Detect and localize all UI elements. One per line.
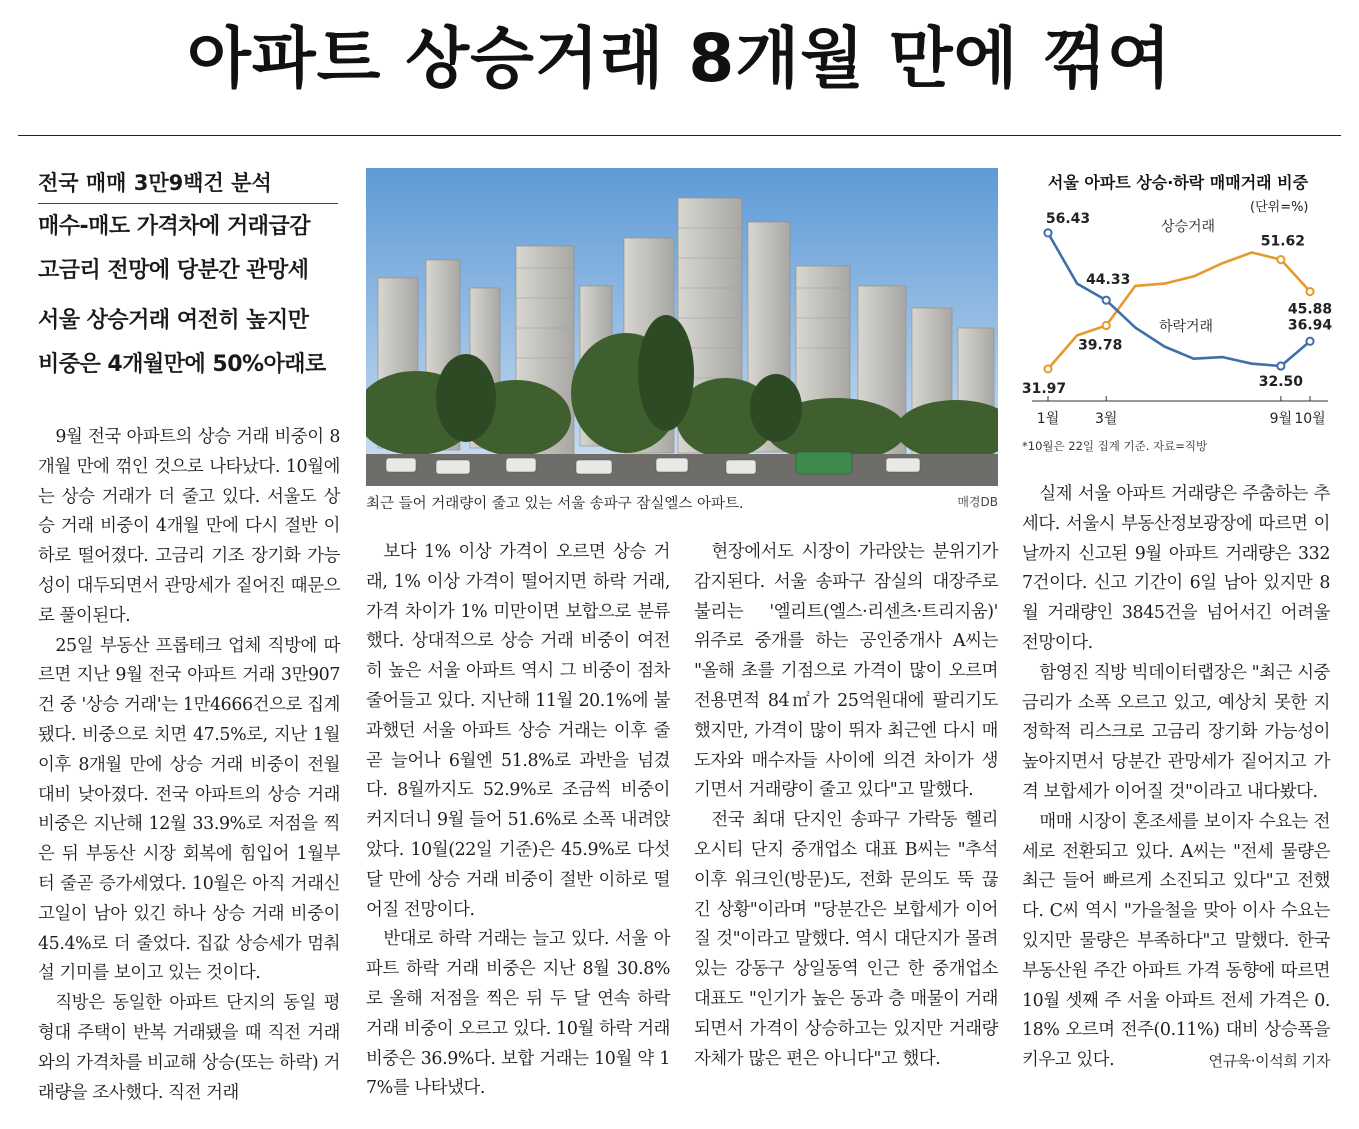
data-label: 32.50 bbox=[1258, 373, 1304, 390]
subhead-line: 서울 상승거래 여전히 높지만 bbox=[38, 308, 309, 333]
data-label: 39.78 bbox=[1078, 337, 1123, 354]
data-label: 51.62 bbox=[1260, 233, 1306, 250]
subhead-line: 매수-매도 가격차에 거래급감 bbox=[38, 214, 310, 239]
chart-unit: (단위=%) bbox=[1250, 200, 1309, 215]
headline: 아파트 상승거래 8개월 만에 꺾여 bbox=[187, 20, 1172, 97]
data-label: 45.88 bbox=[1287, 301, 1333, 318]
article-column-4 bbox=[1022, 480, 1330, 1077]
data-point bbox=[1277, 256, 1284, 263]
data-point bbox=[1103, 297, 1110, 304]
apartment-photo-image bbox=[366, 168, 998, 486]
subhead-group-3 bbox=[38, 299, 338, 387]
article-paragraph: 반대로 하락 거래는 늘고 있다. 서울 아파트 하락 거래 비중은 지난 8월 30.8%로 올해 저점을 찍은 뒤 두 달 연속 하락 거래 비중이 오르고 있다. 10월 하락 거래 비중은 36.9%다. 보합 거래는 10월 약 17%를 나타냈다. bbox=[366, 929, 670, 1099]
series-label-rise: 상승거래 bbox=[1160, 219, 1216, 235]
article-paragraph: 보다 1% 이상 가격이 오르면 상승 거래, 1% 이상 가격이 떨어지면 하락 거래, 가격 차이가 1% 미만이면 보합으로 분류했다. 상대적으로 상승 거래 비중이 여전히 높은 서울 아파트 역시 그 비중이 점차 줄어들고 있다. 지난해 11월 20.1%에 불과했던 서울 아파트 상승 거래는 이후 줄곧 늘어나 6월엔 51.8%로 과반을 넘겼다. 8월까지도 52.9%로 조금씩 비중이 커지더니 9월 들어 51.6%로 소폭 내려앉았다. 10월(22일 기준)은 45.9%로 다섯 달 만에 상승 거래 비중이 절반 이하로 떨어질 전망이다. bbox=[366, 542, 670, 920]
article-paragraph: 전국 최대 단지인 송파구 가락동 헬리오시티 단지 중개업소 대표 B씨는 "추석 이후 워크인(방문)도, 전화 문의도 뚝 끊긴 상황"이라며 "당분간은 보합세가 이어질 것"이라고 말했다. 역시 대단지가 몰려 있는 강동구 상일동역 인근 한 중개업소 대표도 "인기가 높은 동과 층 매물이 거래되면서 가격이 상승하고는 있지만 거래량 자체가 많은 편은 아니다"고 했다. bbox=[694, 810, 998, 1069]
article-paragraph: 9월 전국 아파트의 상승 거래 비중이 8개월 만에 꺾인 것으로 나타났다. 10월에는 상승 거래가 더 줄고 있다. 서울도 상승 거래 비중이 4개월 만에 다시 절반 이하로 떨어졌다. 고금리 기조 장기화 가능성이 대두되면서 관망세가 짙어진 때문으로 풀이된다. bbox=[38, 427, 340, 626]
photo-credit: 매경DB bbox=[957, 495, 998, 509]
data-label: 44.33 bbox=[1086, 272, 1131, 289]
data-point bbox=[1306, 338, 1313, 345]
data-label: 31.97 bbox=[1021, 380, 1067, 397]
article-column-3 bbox=[694, 538, 998, 1074]
photo-caption bbox=[366, 492, 998, 513]
subhead-divider bbox=[38, 203, 338, 204]
article-column-2 bbox=[366, 538, 670, 1104]
data-point bbox=[1044, 365, 1051, 372]
line-chart bbox=[1018, 205, 1338, 435]
data-label: 56.43 bbox=[1045, 210, 1091, 227]
series-label-fall: 하락거래 bbox=[1158, 319, 1214, 335]
subhead-group-2 bbox=[38, 205, 338, 293]
x-tick-label: 1월 bbox=[1036, 411, 1060, 427]
article-paragraph: 실제 서울 아파트 거래량은 주춤하는 추세다. 서울시 부동산정보광장에 따르면 이날까지 신고된 9월 아파트 거래량은 3327건이다. 신고 기간이 6일 남아 있지만 8월 거래량인 3845건을 넘어서긴 어려울 전망이다. bbox=[1022, 484, 1330, 653]
article-column-1 bbox=[38, 423, 340, 1108]
chart-title: 서울 아파트 상승·하락 매매거래 비중 bbox=[1047, 173, 1309, 192]
subhead-line: 비중은 4개월만에 50%아래로 bbox=[38, 352, 326, 377]
subhead-line: 고금리 전망에 당분간 관망세 bbox=[38, 258, 309, 283]
headline-rule bbox=[18, 135, 1341, 136]
data-point bbox=[1306, 288, 1313, 295]
data-point bbox=[1044, 229, 1051, 236]
article-paragraph: 매매 시장이 혼조세를 보이자 수요는 전세로 전환되고 있다. A씨는 "전세 물량은 최근 들어 빠르게 소진되고 있다"고 전했다. C씨 역시 "가을철을 맞아 이사 수요는 있지만 물량은 부족하다"고 말했다. 한국부동산원 주간 아파트 가격 동향에 따르면 10월 셋째 주 서울 아파트 전세 가격은 0.18% 오르며 전주(0.11%) 대비 상승폭을 키우고 있다. bbox=[1022, 811, 1330, 1071]
data-point bbox=[1103, 322, 1110, 329]
data-point bbox=[1277, 362, 1284, 369]
byline: 연규욱·이석희 기자 bbox=[1208, 1051, 1330, 1070]
article-paragraph: 함영진 직방 빅데이터랩장은 "최근 시중금리가 소폭 오르고 있고, 예상치 못한 지정학적 리스크로 고금리 장기화 가능성이 높아지면서 당분간 관망세가 짙어지고 가격 보합세가 이어질 것"이라고 내다봤다. bbox=[1022, 662, 1330, 802]
article-paragraph: 현장에서도 시장이 가라앉는 분위기가 감지된다. 서울 송파구 잠실의 대장주로 불리는 '엘리트(엘스·리센츠·트리지움)' 위주로 중개를 하는 공인중개사 A씨는 "올해 초를 기점으로 가격이 많이 오르며 전용면적 84㎡가 25억원대에 팔리기도 했지만, 가격이 많이 뛰자 최근엔 다시 매도자와 매수자들 사이에 의견 차이가 생기면서 거래량이 줄고 있다"고 말했다. bbox=[694, 542, 998, 801]
photo-caption-text: 최근 들어 거래량이 줄고 있는 서울 송파구 잠실엘스 아파트. bbox=[366, 496, 744, 512]
x-tick-label: 9월 bbox=[1269, 411, 1293, 427]
x-tick-label: 3월 bbox=[1095, 411, 1118, 427]
x-tick-label: 10월 bbox=[1294, 411, 1326, 427]
apartment-photo bbox=[366, 168, 998, 486]
data-label: 36.94 bbox=[1287, 317, 1333, 334]
article-paragraph: 25일 부동산 프롭테크 업체 직방에 따르면 지난 9월 전국 아파트 거래 3만907건 중 '상승 거래'는 1만4666건으로 집계됐다. 비중으로 치면 47.5%로, 지난 1월 이후 8개월 만에 상승 거래 비중이 전월 대비 낮아졌다. 전국 아파트의 상승 거래 비중은 지난해 12월 33.9%로 저점을 찍은 뒤 부동산 시장 회복에 힘입어 1월부터 줄곧 증가세였다. 10월은 아직 거래신고일이 남아 있긴 하나 상승 거래 비중이 45.4%로 더 줄었다. 집값 상승세가 멈춰 설 기미를 보이고 있는 것이다. bbox=[38, 635, 340, 984]
chart-note: *10월은 22일 집계 기준. 자료=직방 bbox=[1022, 439, 1208, 453]
article-paragraph: 직방은 동일한 아파트 단지의 동일 평형대 주택이 반복 거래됐을 때 직전 거래와의 가격차를 비교해 상승(또는 하락) 거래량을 조사했다. 직전 거래 bbox=[38, 993, 340, 1103]
subhead-group-1 bbox=[38, 166, 338, 200]
subhead-line: 전국 매매 3만9백건 분석 bbox=[38, 171, 272, 195]
